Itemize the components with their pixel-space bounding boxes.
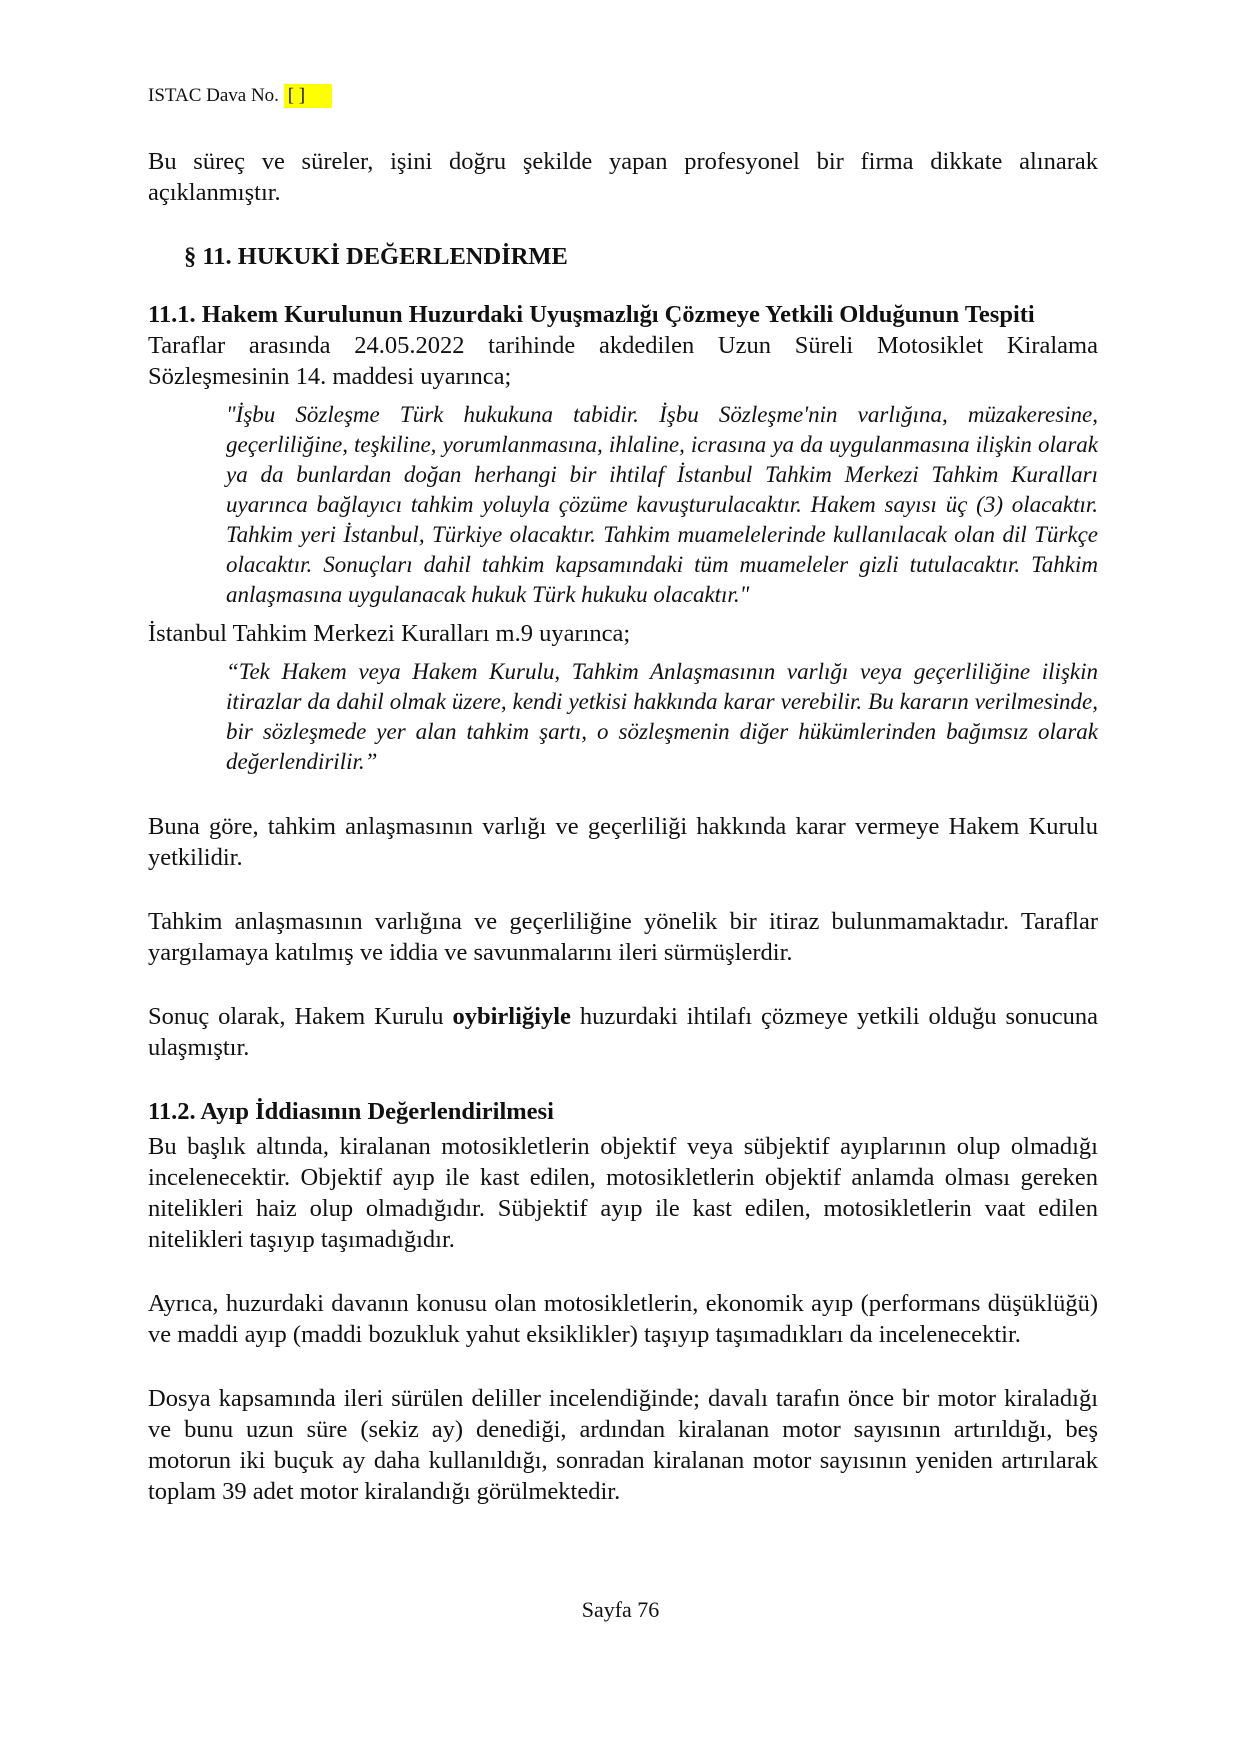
subsection-2-paragraph-2: Ayrıca, huzurdaki davanın konusu olan motosikletlerin, ekonomik ayıp (performans düşüklüğü) ve maddi ayıp (maddi bozukluk yahut eksiklikler) taşıyıp taşımadıkları da incelenecektir. (148, 1290, 1098, 1348)
subsection-2-paragraph-1: Bu başlık altında, kiralanan motosikletlerin objektif veya sübjektif ayıplarının olup olmadığı incelenecektir. Objektif ayıp ile kast edilen, motosikletlerin objektif anlamda olması gereken nitelikleri haiz olup olmadığıdır. Sübjektif ayıp ile kast edilen, motosikletlerin vaat edilen nitelikleri taşıyıp taşımadığıdır. (148, 1133, 1098, 1253)
case-label: ISTAC Dava No. (148, 85, 279, 106)
section-symbol: § 11. (184, 243, 232, 270)
subsection-1-paragraph-3: Buna göre, tahkim anlaşmasının varlığı ve geçerliliği hakkında karar vermeye Hakem Kurulu yetkilidir. (148, 813, 1098, 871)
conclusion-text-end: huzurdaki ihtilafı çözmeye yetkili olduğu sonucuna ulaşmıştır. (148, 1003, 1098, 1061)
subsection-1-paragraph-2: İstanbul Tahkim Merkezi Kuralları m.9 uyarınca; (148, 620, 631, 647)
subsection-1-title: 11.1. Hakem Kurulunun Huzurdaki Uyuşmazlığı Çözmeye Yetkili Olduğunun Tespiti (148, 301, 1035, 328)
subsection-2-paragraph-3: Dosya kapsamında ileri sürülen deliller incelendiğinde; davalı tarafın önce bir motor kiraladığı ve bunu uzun süre (sekiz ay) denediği, ardından kiralanan motor sayısının artırıldığı, beş motorun iki buçuk ay daha kullanıldığı, sonradan kiralanan motor sayısının yeniden artırılarak toplam 39 adet motor kiralandığı görülmektedir. (148, 1385, 1098, 1505)
subsection-1-paragraph-1: Taraflar arasında 24.05.2022 tarihinde akdedilen Uzun Süreli Motosiklet Kiralama Sözleşmesinin 14. maddesi uyarınca; (148, 332, 1098, 390)
subsection-1-paragraph-4: Tahkim anlaşmasının varlığına ve geçerliliğine yönelik bir itiraz bulunmamaktadır. Taraflar yargılamaya katılmış ve iddia ve savunmalarını ileri sürmüşlerdir. (148, 908, 1098, 966)
conclusion-bold-word: oybirliğiyle (452, 1003, 571, 1030)
page-footer: Sayfa 76 (581, 1597, 660, 1622)
section-title: HUKUKİ DEĞERLENDİRME (237, 243, 568, 270)
page-header (148, 84, 332, 108)
contract-clause-quote: "İşbu Sözleşme Türk hukukuna tabidir. İşbu Sözleşme'nin varlığına, müzakeresine, geçerliliğine, teşkiline, yorumlanmasına, ihlaline, icrasına ya da uygulanmasına ilişkin olarak ya da bunlardan doğan herhangi bir ihtilaf İstanbul Tahkim Merkezi Tahkim Kuralları uyarınca bağlayıcı tahkim yoluyla çözüme kavuşturulacaktır. Hakem sayısı üç (3) olacaktır. Tahkim yeri İstanbul, Türkiye olacaktır. Tahkim muamelelerinde kullanılacak olan dil Türkçe olacaktır. Sonuçları dahil tahkim kapsamındaki tüm muameleler gizli tutulacaktır. Tahkim anlaşmasına uygulanacak hukuk Türk hukuku olacaktır." (226, 402, 1098, 607)
conclusion-text-start: Sonuç olarak, Hakem Kurulu (148, 1003, 453, 1030)
intro-paragraph: Bu süreç ve süreler, işini doğru şekilde yapan profesyonel bir firma dikkate alınarak açıklanmıştır. (148, 148, 1098, 206)
rules-quote: “Tek Hakem veya Hakem Kurulu, Tahkim Anlaşmasının varlığı veya geçerliliğine ilişkin itirazlar da dahil olmak üzere, kendi yetkisi hakkında karar verebilir. Bu kararın verilmesinde, bir sözleşmede yer alan tahkim şartı, o sözleşmenin diğer hükümlerinden bağımsız olarak değerlendirilir.” (226, 659, 1098, 774)
subsection-1-paragraph-5 (148, 1001, 1098, 1063)
subsection-2-title: 11.2. Ayıp İddiasının Değerlendirilmesi (148, 1098, 554, 1125)
section-heading (184, 241, 1098, 272)
document-body (148, 146, 1098, 1507)
case-number-highlight: [ ] (284, 84, 332, 108)
